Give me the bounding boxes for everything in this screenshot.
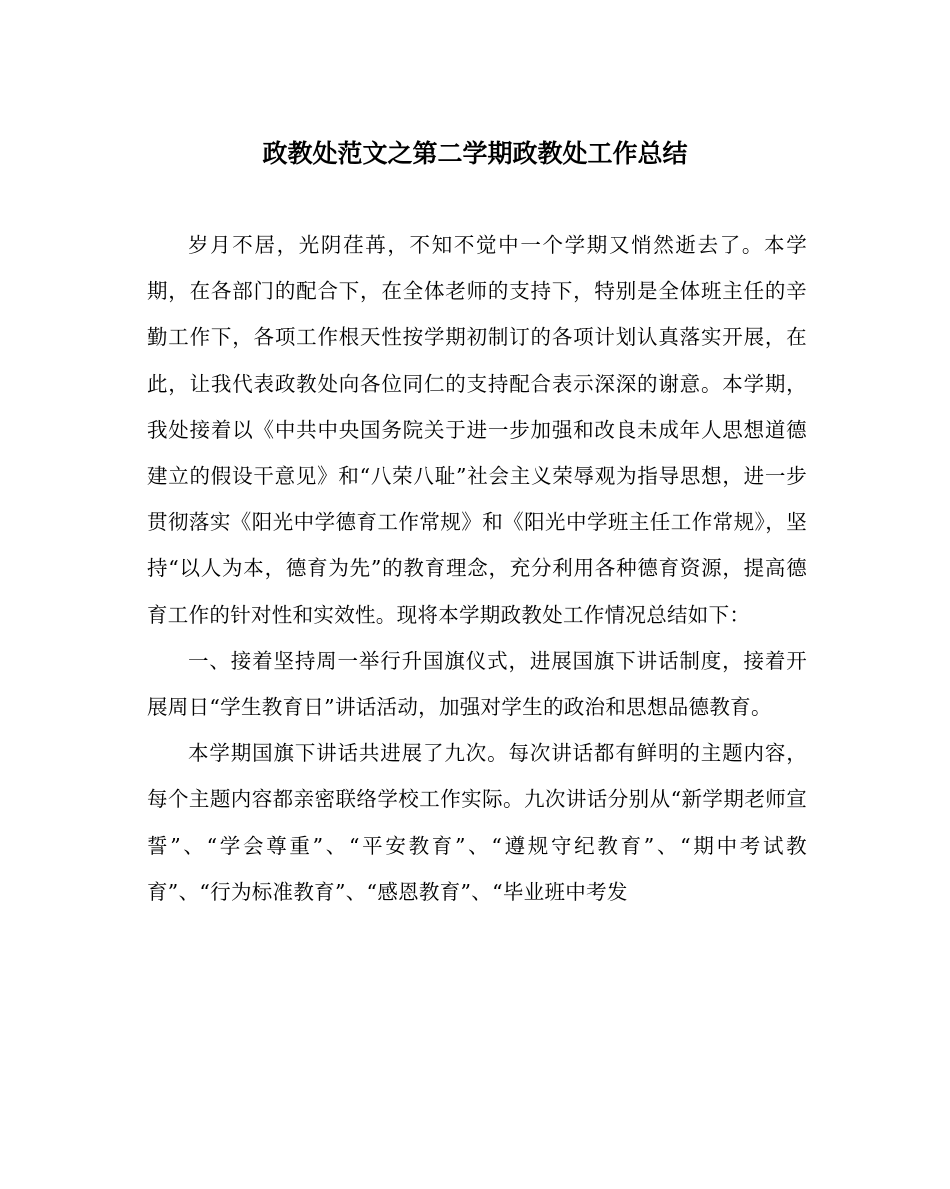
- document-title: 政教处范文之第二学期政教处工作总结: [262, 139, 688, 168]
- document-body: [147, 222, 807, 915]
- paragraph-intro: 岁月不居，光阴荏苒，不知不觉中一个学期又悄然逝去了。本学期，在各部门的配合下，在全体老师的支持下，特别是全体班主任的辛勤工作下，各项工作根天性按学期初制订的各项计划认真落实开展，在此，让我代表政教处向各位同仁的支持配合表示深深的谢意。本学期，我处接着以《中共中央国务院关于进一步加强和改良未成年人思想道德建立的假设干意见》和“八荣八耻”社会主义荣辱观为指导思想，进一步贯彻落实《阳光中学德育工作常规》和《阳光中学班主任工作常规》，坚持“以人为本，德育为先”的教育理念，充分利用各种德育资源，提高德育工作的针对性和实效性。现将本学期政教处工作情况总结如下：: [147, 233, 807, 627]
- paragraph-flag-speech: 本学期国旗下讲话共进展了九次。每次讲话都有鲜明的主题内容，每个主题内容都亲密联络学校工作实际。九次讲话分别从“新学期老师宣誓”、“学会尊重”、“平安教育”、“遵规守纪教育”、“期中考试教育”、“行为标准教育”、“感恩教育”、“毕业班中考发: [147, 741, 807, 904]
- paragraph-section-one: 一、接着坚持周一举行升国旗仪式，进展国旗下讲话制度，接着开展周日“学生教育日”讲话活动，加强对学生的政治和思想品德教育。: [147, 648, 807, 720]
